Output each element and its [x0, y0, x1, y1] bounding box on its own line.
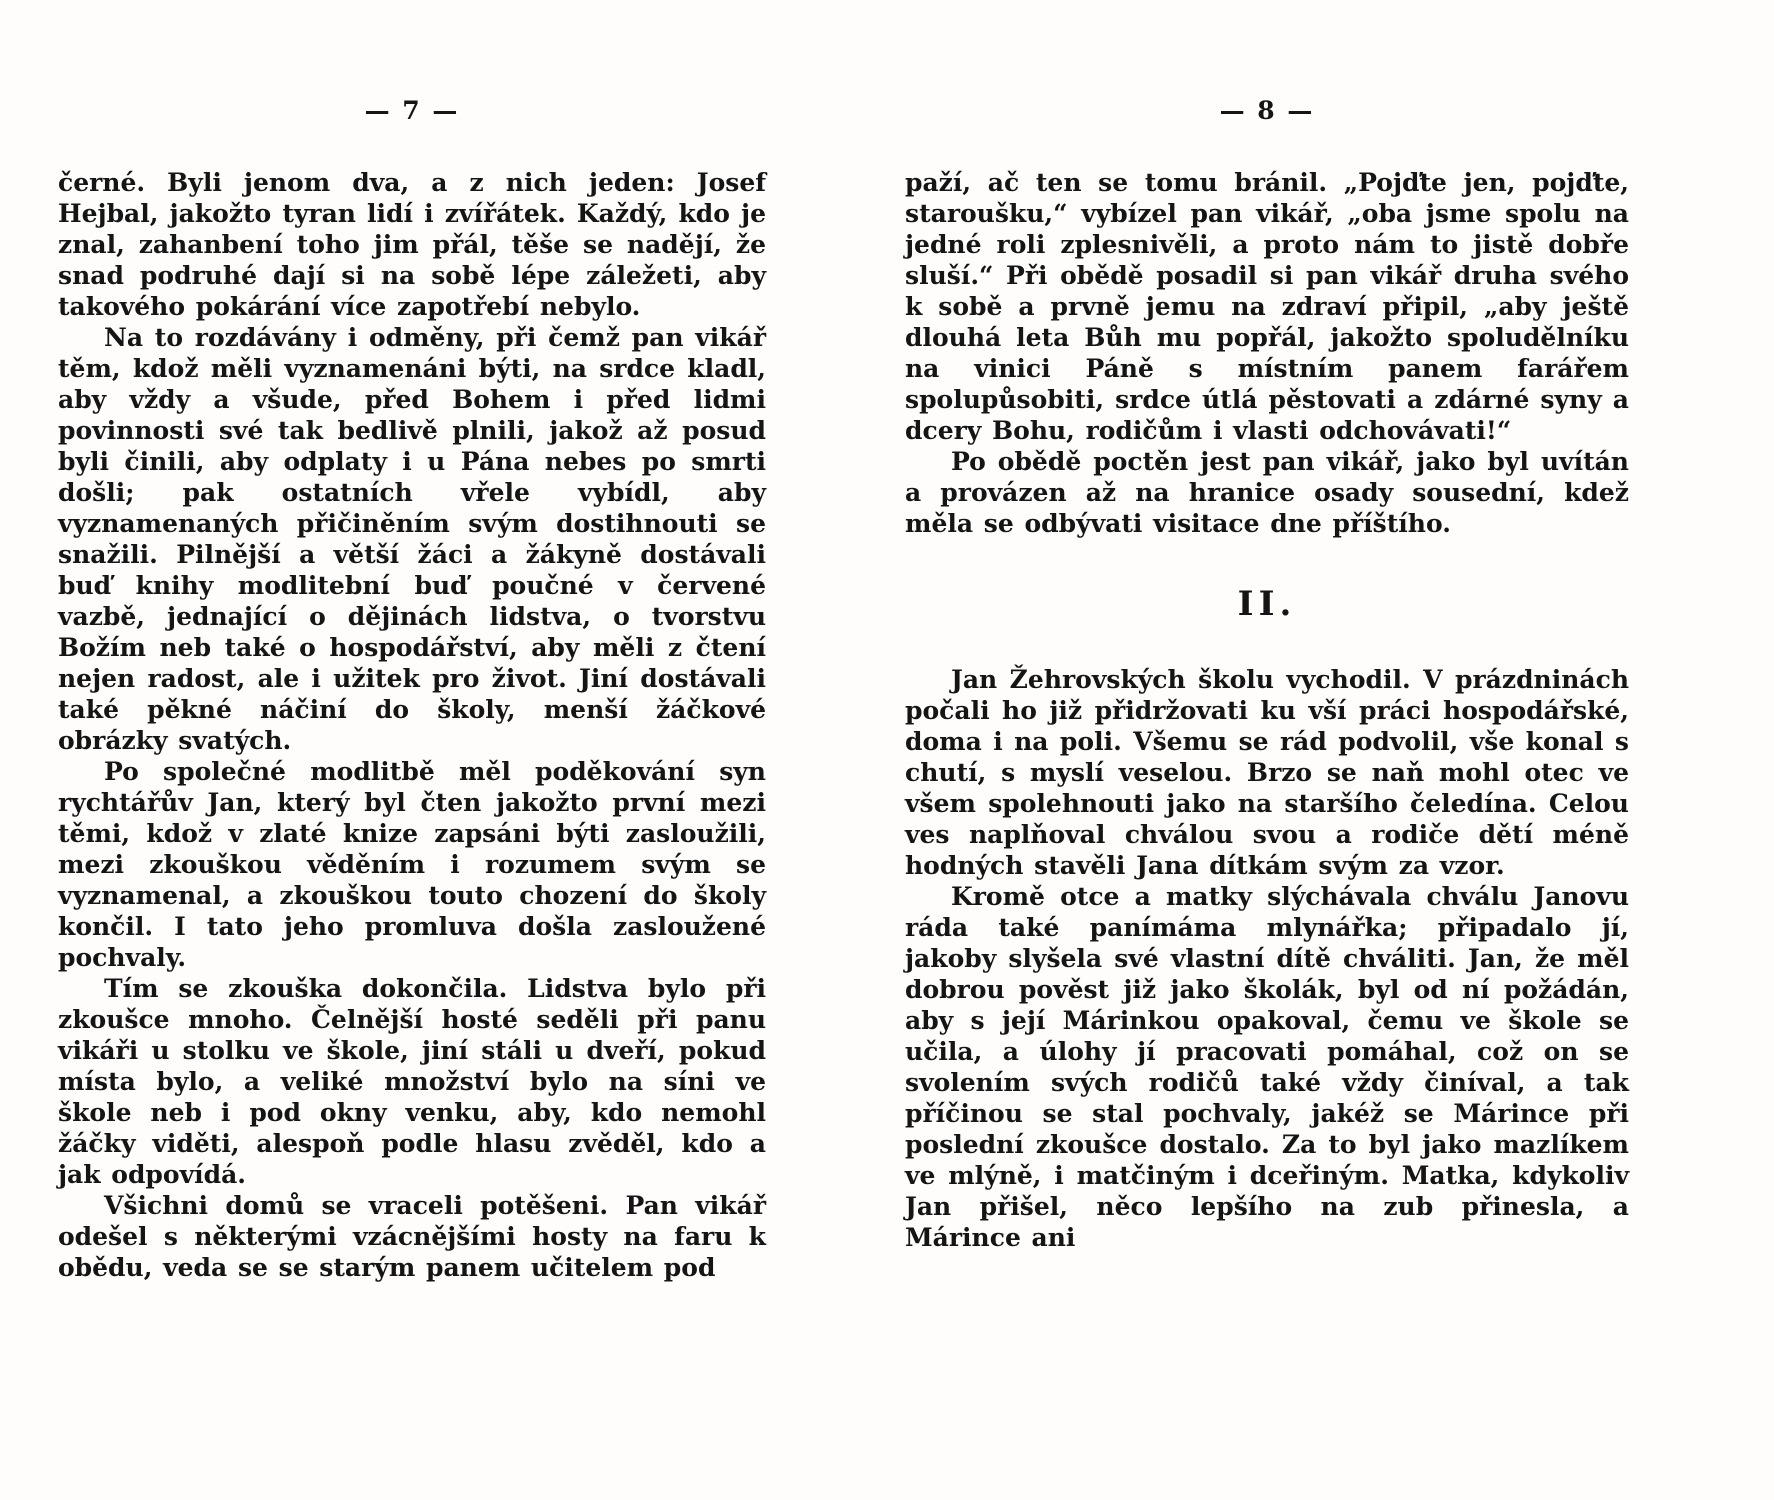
- paragraph: Po společné modlitbě měl poděkování syn rychtářův Jan, který byl čten jakožto první mezi těmi, kdož v zlaté knize zapsáni býti zasloužili, mezi zkouškou věděním i rozumem svým se vyznamenal, a zkouškou touto chození do školy končil. I tato jeho promluva došla zasloužené pochvaly.: [58, 757, 766, 972]
- paragraph: paží, ač ten se tomu bránil. „Pojďte jen, pojďte, staroušku,“ vybízel pan vikář, „oba jsme spolu na jedné roli zplesnivěli, a proto nám to jistě dobře sluší.“ Při obědě posadil si pan vikář druha svého k sobě a prvně jemu na zdraví připil, „aby ještě dlouhá leta Bůh mu popřál, jakožto spoludělníku na vinici Páně s místním panem farářem spolupůsobiti, srdce útlá pěstovati a zdárné syny a dcery Bohu, rodičům i vlasti odchovávati!“: [905, 168, 1629, 445]
- page-left-content: [58, 96, 766, 1283]
- page-right-content: [905, 96, 1629, 1253]
- page-number-right: — 8 —: [1219, 96, 1315, 125]
- page-number-left: — 7 —: [364, 96, 460, 125]
- paragraph: Všichni domů se vraceli potěšeni. Pan vikář odešel s některými vzácnějšími hosty na faru k obědu, veda se se starým panem učitelem pod: [58, 1191, 766, 1282]
- paragraph: Na to rozdávány i odměny, při čemž pan vikář těm, kdož měli vyznamenáni býti, na srdce kladl, aby vždy a všude, před Bohem i před lidmi povinnosti své tak bedlivě plnili, jakož až posud byli činili, aby odplaty i u Pána nebes po smrti došli; pak ostatních vřele vybídl, aby vyznamenaných přičiněním svým dostihnouti se snažili. Pilnější a větší žáci a žákyně dostávali buď knihy modlitební buď poučné v červené vazbě, jednající o dějinách lidstva, o tvorstvu Božím neb také o hospodářství, aby měli z čtení nejen radost, ale i užitek pro život. Jiní dostávali také pěkné náčiní do školy, menší žáčkové obrázky svatých.: [58, 323, 766, 755]
- page-right-text: [905, 167, 1629, 1253]
- paragraph: černé. Byli jenom dva, a z nich jeden: Josef Hejbal, jakožto tyran lidí i zvířátek. Každý, kdo je znal, zahanbení toho jim přál, těše se nadějí, že snad podruhé dají si na sobě lépe záležeti, aby takového pokárání více zapotřebí nebylo.: [58, 168, 766, 321]
- paragraph: Kromě otce a matky slýchávala chválu Janovu ráda také panímáma mlynářka; připadalo jí, jakoby slyšela své vlastní dítě chváliti. Jan, že měl dobrou pověst již jako školák, byl od ní požádán, aby s její Márinkou opakoval, čemu ve škole se učila, a úlohy jí pracovati pomáhal, což on se svolením svých rodičů také vždy činíval, a tak příčinou se stal pochvaly, jakéž se Márince při poslední zkoušce dostalo. Za to byl jako mazlíkem ve mlýně, i matčiným i dceřiným. Matka, kdykoliv Jan přišel, něco lepšího na zub přinesla, a Márince ani: [905, 882, 1629, 1252]
- paragraph: Tím se zkouška dokončila. Lidstva bylo při zkoušce mnoho. Čelnější hosté seděli při panu vikáři u stolku ve škole, jiní stáli u dveří, pokud místa bylo, a veliké množství bylo na síni ve škole neb i pod okny venku, aby, kdo nemohl žáčky viděti, alespoň podle hlasu zvěděl, kdo a jak odpovídá.: [58, 974, 766, 1189]
- paragraph: Po obědě poctěn jest pan vikář, jako byl uvítán a provázen až na hranice osady sousední, kdež měla se odbývati visitace dne příštího.: [905, 447, 1629, 538]
- page-right: [887, 0, 1774, 1500]
- section-heading: II.: [1237, 584, 1297, 624]
- paragraph: Jan Žehrovských školu vychodil. V prázdninách počali ho již přidržovati ku vší práci hospodářské, doma i na poli. Všemu se rád podvolil, vše konal s chutí, s myslí veselou. Brzo se naň mohl otec ve všem spolehnouti jako na staršího čeledína. Celou ves naplňoval chválou svou a rodiče dětí méně hodných stavěli Jana dítkám svým za vzor.: [905, 665, 1629, 880]
- page-left-text: [58, 167, 766, 1283]
